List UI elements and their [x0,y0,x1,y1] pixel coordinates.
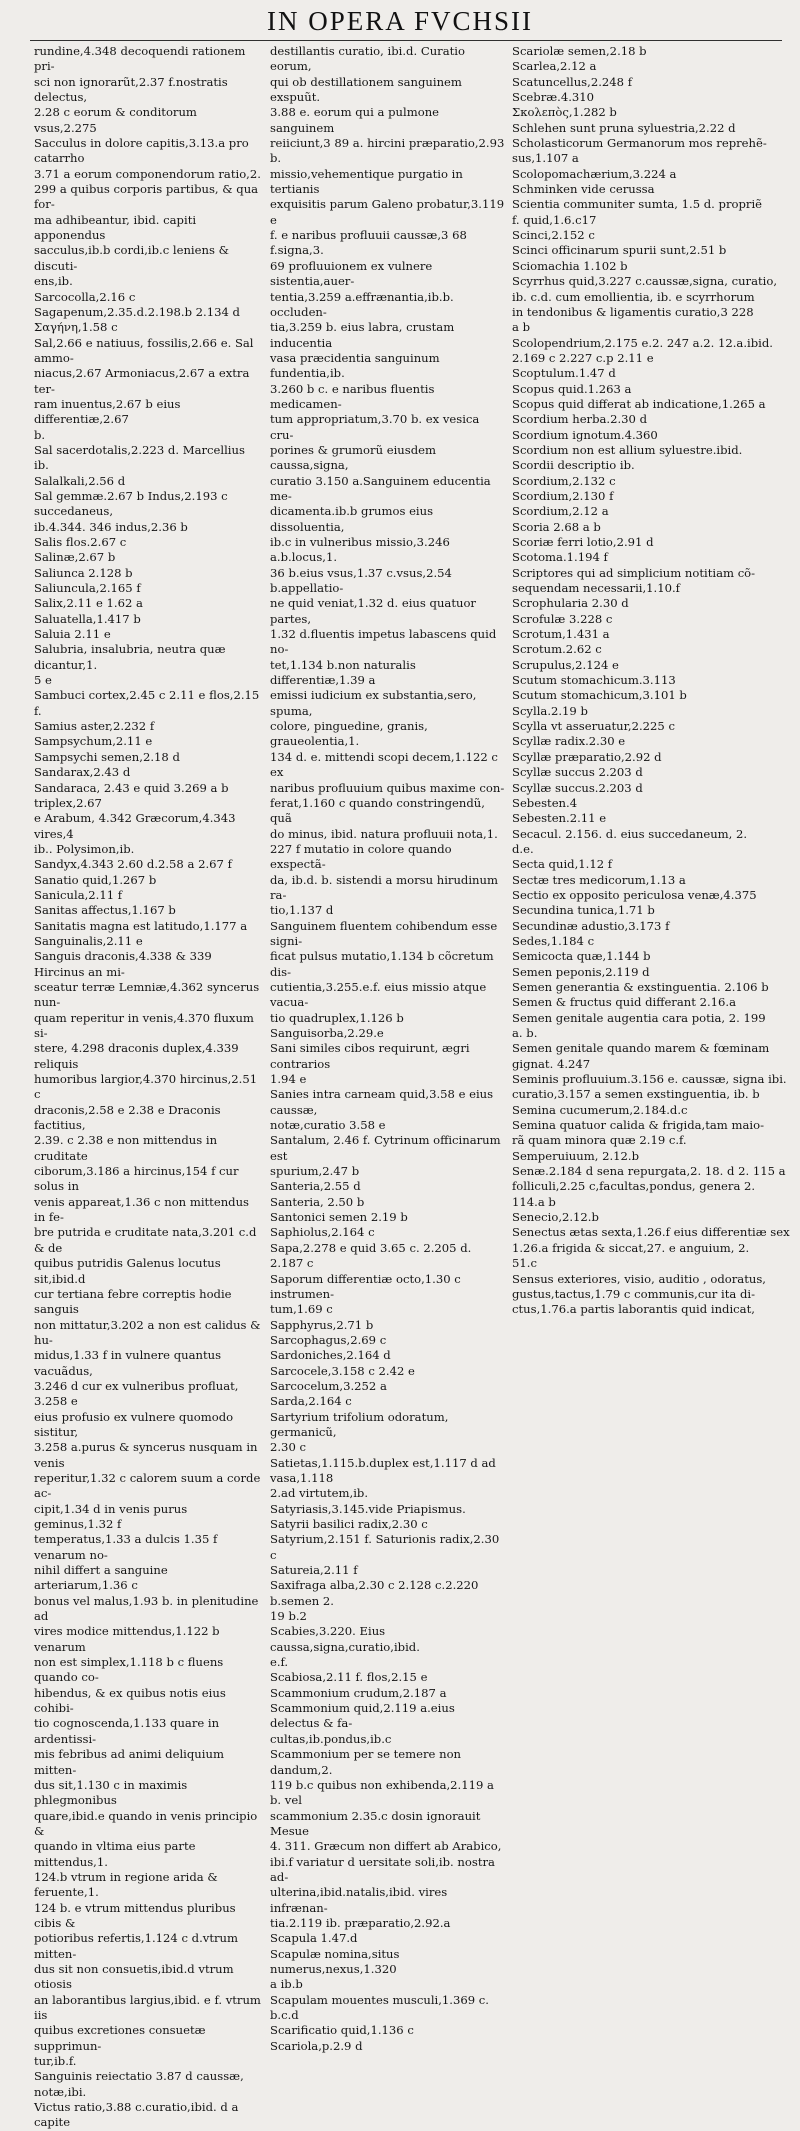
index-entry: Sambuci cortex,2.45 c 2.11 e flos,2.15 f. [34,688,260,718]
index-entry: Sandyx,4.343 2.60 d.2.58 a 2.67 f [34,857,232,872]
index-entry: Scrofulæ 3.228 c [512,611,613,626]
index-entry: Sciomachia 1.102 b [512,258,628,273]
index-entry: Sebesten.2.11 e [512,811,607,826]
index-entry: Scatuncellus,2.248 f [512,74,632,89]
index-entry: Scotoma.1.194 f [512,550,608,565]
index-entry: Salinæ,2.67 b [34,550,116,565]
index-entry: Secundinæ adustio,3.173 f [512,918,670,933]
index-entry: Scabies,3.220. Eius caussa,signa,curatio,ibid. e.f. [270,1624,420,1670]
index-entry: Scinci officinarum spurii sunt,2.51 b [512,243,727,258]
index-entry: Scylla.2.19 b [512,703,588,718]
index-entry: Scariolæ semen,2.18 b [512,44,647,58]
index-entry: Scoria 2.68 a b [512,519,601,534]
index-entry: Scylla vt asseruatur,2.225 c [512,719,675,734]
index-entry: Salubria, insalubria, neutra quæ dicantur,1. 5 e [34,642,226,688]
index-entry: Saporum differentiæ octo,1.30 c instrumen- tum,1.69 c [270,1271,461,1317]
index-entry: Santeria, 2.50 b [270,1194,365,1209]
index-entry: Sarda,2.164 c [270,1394,352,1409]
index-entry: Scapulam mouentes musculi,1.369 c. b.c.d [270,1992,489,2022]
index-entry: Scammonium per se temere non dandum,2. 119 b.c quibus non exhibenda,2.119 a b. vel scammonium 2.35.c dosin ignorauit Mesue 4. 311. Græcum non differt ab Arabico, ibi.f variatur d uersitate soli,ib. nostra ad- ulterina,ibid.natalis,ibid. vires infrænan- tia.2.119 ib. præparatio,2.92.a [270,1747,502,1930]
index-entry: Sagapenum,2.35.d.2.198.b 2.134 d [34,304,240,319]
index-entry: Scinci,2.152 c [512,228,595,243]
index-entry: Scutum stomachicum,3.101 b [512,688,687,703]
index-entry: Σκολεπὸς,1.282 b [512,105,617,120]
index-column-left [34,44,262,2130]
index-entry: Sanatio quid,1.267 b [34,872,157,887]
index-entry: Saluia 2.11 e [34,627,111,642]
index-entry: Semina quatuor calida & frigida,tam maio- rã quam minora quæ 2.19 c.f. [512,1118,764,1148]
index-entry: Scoriæ ferri lotio,2.91 d [512,535,654,549]
index-entry: Sanguinalis,2.11 e [34,933,143,948]
index-entry: Scordium herba.2.30 d [512,412,648,427]
index-entry: Senectus ætas sexta,1.26.f eius differentiæ sex 1.26.a frigida & siccat,27. e anguium, 2. 51.c [512,1225,790,1271]
index-entry: Santeria,2.55 d [270,1179,361,1194]
index-entry: Saphiolus,2.164 c [270,1225,375,1240]
index-entry: Scarlea,2.12 a [512,59,597,74]
index-entry: Sartyrium trifolium odoratum, germanicũ, 2.30 c [270,1409,449,1455]
index-entry: Semperuiuum, 2.12.b [512,1148,640,1163]
index-entry: Seminis profluuium.3.156 e. caussæ, signa ibi. curatio,3.157 a semen exstinguentia, ib. b [512,1072,787,1102]
index-entry: Semen generantia & exstinguentia. 2.106 b [512,979,769,994]
index-entry: Sandaraca, 2.43 e quid 3.269 a b triplex,2.67 e Arabum, 4.342 Græcorum,4.343 vires,4 ib.. Polysimon,ib. [34,780,236,856]
index-entry: Sal gemmæ.2.67 b Indus,2.193 c succedaneus, ib.4.344. 346 indus,2.36 b [34,488,228,534]
index-entry: Scebræ.4.310 [512,90,595,105]
index-entry: Sanguinem fluentem cohibendum esse signi- ficat pulsus mutatio,1.134 b cõcretum dis- cutientia,3.255.e.f. eius missio atque vacua- tio quadruplex,1.126 b [270,918,498,1025]
index-entry: Sectæ tres medicorum,1.13 a [512,872,686,887]
index-entry: Sectio ex opposito periculosa venæ,4.375 [512,887,757,902]
index-entry: Sampsychi semen,2.18 d [34,749,180,764]
index-entry: Scrotum,1.431 a [512,627,610,642]
index-entry: Semen genitale quando marem & fœminam gignat. 4.247 [512,1041,770,1071]
index-entry: Sarcophagus,2.69 c [270,1332,387,1347]
index-entry: Semicocta quæ,1.144 b [512,949,651,964]
index-entry: Scabiosa,2.11 f. flos,2.15 e [270,1670,428,1685]
index-entry: Semina cucumerum,2.184.d.c [512,1102,688,1117]
index-entry: Scrophularia 2.30 d [512,596,629,611]
running-header: IN OPERA FVCHSII [266,6,534,36]
index-entry: destillantis curatio, ibi.d. Curatio eorum, qui ob destillationem sanguinem exspuũt. 3.88 e. eorum qui a pulmone sanguinem reiiciunt,3 89 a. hircini præparatio,2.93 b. missio,vehementique purgatio in tertianis exquisitis parum Galeno probatur,3.119 e f. e naribus profluuii caussæ,3 68 f.signa,3. 69 profluuionem ex vulnere sistentia,auer- tentia,3.259 a.effrænantia,ib.b. occluden- tia,3.259 b. eius labra, crustam inducentia vasa præcidentia sanguinum fundentia,ib. 3.260 b c. e naribus fluentis medicamen- tum appropriatum,3.70 b. ex vesica cru- porines & grumorũ eiusdem caussa,signa, curatio 3.150 a.Sanguinem educentia me- dicamenta.ib.b grumos eius dissoluentia, ib.c in vulneribus missio,3.246 a.b.locus,1. 36 b.eius vsus,1.37 c.vsus,2.54 b.appellatio- ne quid veniat,1.32 d. eius quatuor partes, 1.32 d.fluentis impetus labascens quid no- tet,1.134 b.non naturalis differentiæ,1.39 a emissi iudicium ex substantia,sero, spuma, colore, pinguedine, granis, graueolentia,1. 134 d. e. mittendi scopi decem,1.122 c ex naribus profluuium quibus maxime con- ferat,1.160 c quando constringendũ, quã do minus, ibid. natura profluuii nota,1. 227 f mutatio in colore quando exspectã- da, ib.d. b. sistendi a morsu hirudinum ra- tio,1.137 d [270,44,505,918]
index-entry: Scyllæ succus 2.203 d [512,765,643,780]
index-entry: Sanitatis magna est latitudo,1.177 a [34,918,248,933]
index-entry: Scolopomachærium,3.224 a [512,166,677,181]
index-entry: Sardoniches,2.164 d [270,1348,391,1363]
index-entry: rundine,4.348 decoquendi rationem pri- sci non ignorarũt,2.37 f.nostratis delectus, 2.28 c eorum & conditorum vsus,2.275 [34,44,246,135]
index-entry: Scordium ignotum.4.360 [512,427,658,442]
index-entry: Scordium,2.12 a [512,504,609,519]
index-entry: Santalum, 2.46 f. Cytrinum officinarum est spurium,2.47 b [270,1133,501,1179]
index-entry: Satyrii basilici radix,2.30 c [270,1517,428,1531]
index-entry: Semen peponis,2.119 d [512,964,650,979]
index-entry: Senæ.2.184 d sena repurgata,2. 18. d 2. 115 a folliculi,2.25 c,facultas,pondus, genera 2. 114.a b [512,1164,786,1209]
index-entry: Scammonium crudum,2.187 a [270,1685,447,1700]
index-entry: Sapa,2.278 e quid 3.65 c. 2.205 d. 2.187 c [270,1240,472,1271]
index-entry: Scordii descriptio ib. [512,458,635,473]
index-entry: Sani similes cibos requirunt, ægri contrarios 1.94 e [270,1041,470,1087]
index-entry: Senecio,2.12.b [512,1210,599,1225]
index-entry: Sanguisorba,2.29.e [270,1026,384,1040]
index-entry: Sedes,1.184 c [512,933,595,948]
index-entry: Sanguis draconis,4.338 & 339 Hircinus an mi- sceatur terræ Lemniæ,4.362 syncerus nun- quam reperitur in venis,4.370 fluxum si- stere, 4.298 draconis duplex,4.339 reliquis humoribus largior,4.370 hircinus,2.51 c draconis,2.58 e 2.38 e Draconis factitius, 2.39. c 2.38 e non mittendus in cruditate ciborum,3.186 a hircinus,154 f cur solus in venis appareat,1.36 c non mittendus in fe- bre putrida e cruditate nata,3.201 c.d & de quibus putridis Galenus locutus sit,ibid.d cur tertiana febre correptis hodie sanguis non mittatur,3.202 a non est calidus & hu- midus,1.33 f in vulnere quantus vacuãdus, 3.246 d cur ex vulneribus profluat, 3.258 e eius profusio ex vulnere quomodo sistitur, 3.258 a.purus & syncerus nusquam in venis reperitur,1.32 c calorem suum a corde ac- cipit,1.34 d in venis purus geminus,1.32 f temperatus,1.33 a dulcis 1.35 f venarum no- nihil differt a sanguine arteriarum,1.36 c bonus vel malus,1.93 b. in plenitudine ad vires modice mittendus,1.122 b venarum non est simplex,1.118 b c fluens quando co- hibendus, & ex quibus notis eius cohibi- tio cognoscenda,1.133 quare in ardentissi- mis febribus ad animi deliquium mitten- dus sit,1.130 c in maximis phlegmonibus quare,ibid.e quando in venis principio & quando in vltima eius parte mittendus,1. 124.b vtrum in regione arida & feruente,1. 124 b. e vtrum mittendus pluribus cibis & potioribus refertis,1.124 c d.vtrum mitten- dus sit non consuetis,ibid.d vtrum otiosis an laborantibus largius,ibid. e f. vtrum iis quibus excretiones consuetæ supprimun- tur,ib.f. [34,949,261,2069]
header-rule [30,40,782,41]
index-entry: Scientia communiter sumta, 1.5 d. propriẽ f. quid,1.6.c17 [512,197,763,227]
index-entry: Samius aster,2.232 f [34,719,155,734]
index-entry: Scordium,2.130 f [512,488,614,503]
index-entry: Semen & fructus quid differant 2.16.a [512,995,736,1010]
index-entry: Sanicula,2.11 f [34,887,123,902]
index-entry: Scyllæ succus.2.203 d [512,780,643,795]
index-entry: Salix,2.11 e 1.62 a [34,596,143,611]
index-entry: Scarificatio quid,1.136 c [270,2023,414,2038]
index-entry: Secta quid,1.12 f [512,857,613,872]
index-entry: Sarcocelum,3.252 a [270,1378,387,1393]
index-entry: Sampsychum,2.11 e [34,734,153,749]
index-entry: Sal sacerdotalis,2.223 d. Marcellius ib. [34,442,245,473]
index-entry: Saliunca 2.128 b [34,565,133,580]
index-entry: Scyllæ radix.2.30 e [512,734,626,749]
index-entry: Scolopendrium,2.175 e.2. 247 a.2. 12.a.ibid. 2.169 c 2.227 c.p 2.11 e [512,335,773,365]
index-entry: Schlehen sunt pruna syluestria,2.22 d [512,120,736,135]
index-entry: Sebesten.4 [512,795,578,810]
index-entry: Scopus quid.1.263 a [512,381,632,396]
index-entry: Salis flos.2.67 c [34,535,127,549]
index-column-right [512,44,794,1317]
index-entry: Santonici semen 2.19 b [270,1210,408,1225]
index-entry: Sal,2.66 e natiuus, fossilis,2.66 e. Sal ammo- niacus,2.67 Armoniacus,2.67 a extra ter- ram inuentus,2.67 b eius differentiæ,2.67 b. [34,335,254,442]
index-entry: Scopus quid differat ab indicatione,1.265 a [512,396,766,411]
index-entry: Scrupulus,2.124 e [512,657,619,672]
index-entry: Scyrrhus quid,3.227 c.caussæ,signa, curatio, ib. c.d. cum emollientia, ib. e scyrrhorum in tendonibus & ligamentis curatio,3 228 a b [512,274,778,335]
index-entry: Scrotum.2.62 c [512,642,602,657]
index-entry: Schminken vide cerussa [512,182,655,197]
index-column-middle [270,44,506,2053]
index-entry: Scordium non est allium syluestre.ibid. [512,442,743,457]
index-entry: Sensus exteriores, visio, auditio , odoratus, gustus,tactus,1.79 c communis,cur ita di- ctus,1.76.a partis laborantis quid indicat, [512,1271,766,1317]
index-entry: Secacul. 2.156. d. eius succedaneum, 2. d.e. [512,826,748,856]
index-entry: Sanguinis reiectatio 3.87 d caussæ, notæ,ibi. Victus ratio,3.88 c.curatio,ibid. d a capite [34,2069,244,2130]
index-entry: Sacculus in dolore capitis,3.13.a pro catarrho 3.71 a eorum componendorum ratio,2. 299 a quibus corporis partibus, & qua for- ma adhibeantur, ibid. capiti apponendus sacculus,ib.b cordi,ib.c leniens & discuti- ens,ib. [34,136,261,289]
index-entry: Scordium,2.132 c [512,473,616,488]
index-entry: Sanies intra carneam quid,3.58 e eius caussæ, notæ,curatio 3.58 e [270,1087,494,1133]
index-entry: Scriptores qui ad simplicium notitiam cõ- sequendam necessarii,1.10.f [512,565,756,596]
index-entry: Saxifraga alba,2.30 c 2.128 c.2.220 b.semen 2. 19 b.2 [270,1578,479,1624]
index-entry: Sarcocolla,2.16 c [34,289,136,304]
index-entry: Scoptulum.1.47 d [512,366,616,381]
index-entry: Scammonium quid,2.119 a.eius delectus & fa- cultas,ib.pondus,ib.c [270,1701,455,1746]
index-entry: Satureia,2.11 f [270,1563,358,1578]
index-entry: Scapulæ nomina,situs numerus,nexus,1.320 a ib.b [270,1946,400,1992]
index-entry: Sandarax,2.43 d [34,765,131,780]
index-entry: Salalkali,2.56 d [34,473,126,488]
index-entry: Scyllæ præparatio,2.92 d [512,749,662,764]
index-entry: Semen genitale augentia cara potia, 2. 199 a. b. [512,1010,766,1040]
index-entry: Saluatella,1.417 b [34,611,141,626]
index-entry: Sarcocele,3.158 c 2.42 e [270,1363,415,1378]
index-entry: Scapula 1.47.d [270,1931,358,1946]
index-entry: Satietas,1.115.b.duplex est,1.117 d ad vasa,1.118 2.ad virtutem,ib. [270,1455,496,1501]
index-entry: Scutum stomachicum.3.113 [512,673,676,688]
index-entry: Σαγήνη,1.58 c [34,320,118,335]
index-entry: Scariola,p.2.9 d [270,2038,363,2053]
index-entry: Secundina tunica,1.71 b [512,903,655,918]
index-entry: Satyriasis,3.145.vide Priapismus. [270,1501,466,1516]
index-entry: Saliuncula,2.165 f [34,581,141,596]
index-entry: Satyrium,2.151 f. Saturionis radix,2.30 c [270,1532,500,1562]
index-entry: Scholasticorum Germanorum mos reprehẽ- sus,1.107 a [512,136,767,166]
index-entry: Sanitas affectus,1.167 b [34,903,176,918]
index-entry: Sapphyrus,2.71 b [270,1317,374,1332]
